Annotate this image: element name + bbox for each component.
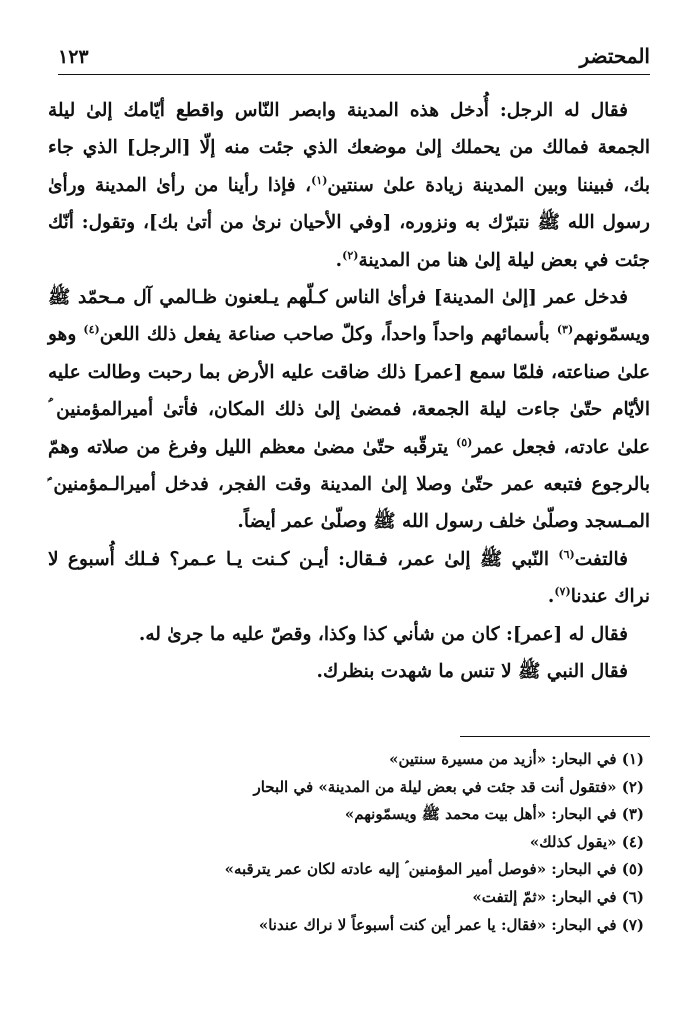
page-header (58, 38, 650, 75)
paragraph-2 (48, 279, 650, 541)
paragraph-3 (48, 541, 650, 616)
paragraph-text: ، فإذا رأينا من رأىٰ المدينة ورأىٰ رسول الله ﷺ نتبرّك به ونزوره، [وفي الأحيان نرىٰ من أتىٰ بك]، وتقول: أنّك جئت في بعض ليلة إلىٰ هنا من المدينة (48, 174, 650, 271)
footnote-ref: (٤) (83, 323, 100, 337)
paragraph-text: وهو علىٰ صناعته، فلمّا سمع [عمر] ذلك ضاقت عليه الأرض بما رحبت وطالت عليه الأيّام حتّىٰ جاءت ليلة الجمعة، فمضىٰ إلىٰ ذلك المكان، فأتىٰ أميرالمؤمنين ؑ علىٰ عادته، فجعل عمر (48, 324, 650, 458)
paragraph-5 (48, 653, 650, 690)
footnote-2: (٢) «فتقول أنت قد جئت في بعض ليلة من المدينة» في البحار (253, 777, 644, 796)
footnote-ref: (٢) (342, 248, 359, 262)
running-title: المحتضر (579, 44, 650, 68)
page-number: ١٢٣ (58, 46, 89, 68)
footnote-ref: (٧) (554, 585, 571, 599)
paragraph-4 (48, 616, 650, 653)
paragraph-text: فقال له الرجل: أُدخل هذه المدينة وابصر النّاس واقطع أيّامك إلىٰ ليلة الجمعة فمالك من يحملك إلىٰ موضعك الذي جئت منه إلّا [الرجل] الذي جاء بك، فبيننا وبين المدينة زيادة علىٰ سنتين (48, 100, 650, 196)
paragraph-text: . (335, 249, 343, 271)
footnote-ref: (٥) (456, 435, 473, 449)
footnote-1: (١) في البحار: «أزيد من مسيرة سنتين» (389, 750, 644, 768)
footnote-ref: (١) (311, 173, 328, 187)
footnote-7: (٧) في البحار: «فقال: يا عمر أين كنت أسبوعاً لا نراك عندنا» (258, 915, 644, 934)
footnote-6: (٦) في البحار: «ثمّ إلتفت» (472, 887, 644, 906)
footnote-4: (٤) «يقول كذلك» (529, 832, 644, 851)
footnote-ref: (٣) (556, 323, 574, 337)
paragraph-text: فقال له [عمر]: كان من شأني كذا وكذا، وقصّ عليه ما جرىٰ له. (138, 623, 628, 645)
footnote-5: (٥) في البحار: «فوصل أمير المؤمنين ؑ إليه عادته لكان عمر يترقبه» (224, 860, 644, 879)
paragraph-text: فقال النبي ﷺ لا تنس ما شهدت بنظرك. (316, 661, 628, 683)
paragraph-text: بأسمائهم واحداً واحداً، وكلّ صاحب صناعة يفعل ذلك اللعن (99, 324, 557, 346)
footnote-ref: (٦) (558, 547, 575, 561)
paragraph-text: . (547, 586, 555, 608)
paragraph-1 (48, 92, 650, 279)
paragraph-text: فدخل عمر [إلىٰ المدينة] فرأىٰ الناس كـلّهم يـلعنون ظـالمي آل مـحمّد ﷺ ويسمّونهم (48, 287, 651, 346)
footnote-separator (460, 736, 650, 737)
footnote-3: (٣) في البحار: «أهل بيت محمد ﷺ ويسمّونهم» (344, 805, 644, 824)
footnotes (60, 746, 644, 939)
main-text (48, 92, 650, 691)
paragraph-text: فالتفت (574, 548, 628, 570)
paragraph-text: يترقّبه حتّىٰ مضىٰ معظم الليل وفرغ من صلاته وهمّ بالرجوع فتبعه عمر حتّىٰ وصلا إلىٰ المدينة وقت الفجر، فدخل أميرالـمؤمنين ؑ المـسجد وصلّىٰ خلف رسول الله ﷺ وصلّىٰ عمر أيضاً. (48, 436, 650, 533)
paragraph-text: النّبي ﷺ إلىٰ عمر، فـقال: أيـن كـنت يـا عـمر؟ فـلك أُسبوع لا نراك عندنا (48, 548, 650, 608)
